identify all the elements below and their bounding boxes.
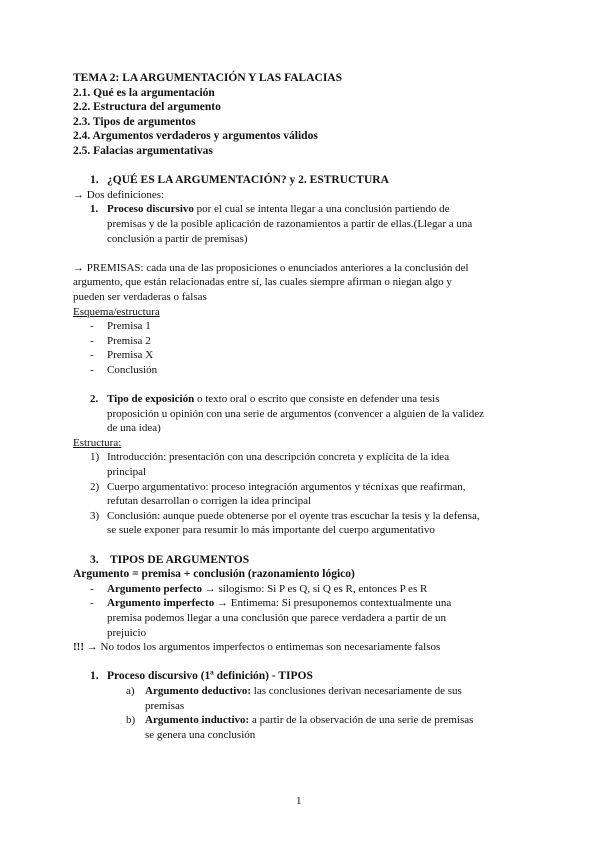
text: Premisa 2: [107, 334, 151, 347]
list-number: 1.: [90, 203, 99, 216]
list-number: 1.: [90, 670, 99, 683]
text: Introducción: presentación con una descripción concreta y explícita de la idea: [107, 451, 450, 464]
doc-title: TEMA 2: LA ARGUMENTACIÓN Y LAS FALACIAS: [73, 72, 342, 84]
text: o texto oral o escrito que consiste en defender una tesis: [194, 393, 440, 406]
term: Argumento deductivo:: [145, 684, 252, 697]
text: → No todos los argumentos imperfectos o entimemas son necesariamente falsos: [84, 641, 441, 654]
term: Tipo de exposición: [107, 393, 195, 406]
list-letter: b): [126, 714, 136, 727]
toc-item: 2.1. Qué es la argumentación: [73, 86, 215, 99]
esquema-label: Esquema/estructura: [73, 305, 160, 318]
text-line: premisa podemos llegar a una conclusión que parece verdadera a partir de un: [107, 611, 447, 624]
tipos-heading: [73, 669, 543, 684]
list-item: [73, 582, 543, 597]
text: las conclusiones derivan necesariamente de sus: [251, 684, 462, 697]
text: → Entimema: Si presuponemos contextualmente una: [214, 597, 452, 610]
text: por el cual se intenta llegar a una conclusión partiendo de: [193, 203, 450, 216]
list-item: [73, 509, 543, 524]
dash-bullet: -: [90, 597, 94, 610]
list-item: [73, 684, 543, 699]
premisas-text: argumento, que están relacionadas entre sí, las cuales siempre afirman o niegan algo y: [73, 276, 452, 289]
text-line: refutan desarrollan o corrigen la idea principal: [107, 495, 312, 508]
term: Argumento imperfecto: [107, 597, 215, 610]
page-number: 1: [296, 795, 302, 807]
list-number: 2.: [90, 393, 99, 406]
list-item: [73, 450, 543, 465]
section-3-heading: [73, 553, 543, 568]
premisas-text: pueden ser verdaderas o falsas: [73, 290, 207, 303]
term: Proceso discursivo: [107, 203, 194, 216]
list-item: [73, 319, 543, 334]
section-number: 1.: [90, 174, 99, 187]
text: a partir de la observación de una serie de premisas: [249, 714, 474, 727]
toc-item: 2.2. Estructura del argumento: [73, 101, 221, 114]
list-item: [73, 334, 543, 349]
section-number: 3.: [90, 553, 99, 566]
toc-item: 2.3. Tipos de argumentos: [73, 115, 196, 128]
term: Argumento inductivo:: [145, 714, 250, 727]
list-item: [73, 596, 543, 611]
text: Premisa X: [107, 349, 154, 362]
premisas-text: → PREMISAS: cada una de las proposiciones o enunciados anteriores a la conclusión del: [73, 261, 469, 274]
document-page: [73, 71, 543, 742]
list-item: [73, 713, 543, 728]
note-marker: !!!: [73, 641, 84, 654]
term: Argumento perfecto: [107, 582, 202, 595]
note: [73, 640, 543, 655]
text-line: se genera una conclusión: [145, 728, 256, 741]
text-line: principal: [107, 466, 147, 479]
text-line: prejuicio: [107, 626, 147, 639]
formula: Argumento = premisa + conclusión (razonamiento lógico): [73, 568, 355, 581]
list-number: 1): [90, 451, 100, 464]
definition-1: [73, 202, 543, 217]
text-line: se suele exponer para resumir lo más importante del cuerpo argumentativo: [107, 524, 435, 537]
list-number: 3): [90, 509, 100, 522]
text: Cuerpo argumentativo: proceso integración argumentos y técnixas que reafirman,: [107, 480, 466, 493]
text: Conclusión: [107, 363, 158, 376]
toc-item: 2.4. Argumentos verdaderos y argumentos válidos: [73, 130, 318, 143]
list-number: 2): [90, 480, 100, 493]
text: Premisa 1: [107, 320, 151, 333]
section-1-heading: [73, 173, 543, 188]
toc-item: 2.5. Falacias argumentativas: [73, 144, 213, 157]
list-item: [73, 348, 543, 363]
dash-bullet: -: [90, 582, 94, 595]
section-title: TIPOS DE ARGUMENTOS: [110, 553, 250, 566]
dash-bullet: -: [90, 349, 94, 362]
list-letter: a): [126, 684, 135, 697]
dash-bullet: -: [90, 334, 94, 347]
dash-bullet: -: [90, 320, 94, 333]
text-line: premisas: [145, 699, 185, 712]
text-line: conclusión a partir de premisas): [107, 232, 248, 245]
text-line: de una idea): [107, 422, 161, 435]
text: Conclusión: aunque puede obtenerse por el oyente tras escuchar la tesis y la defensa,: [107, 509, 480, 522]
list-item: [73, 363, 543, 378]
dash-bullet: -: [90, 363, 94, 376]
text-line: premisas y de la posible aplicación de razonamientos a partir de ellas.(Llegar a una: [107, 217, 473, 230]
intro-line: → Dos definiciones:: [73, 188, 165, 201]
section-title: ¿QUÉ ES LA ARGUMENTACIÓN? y 2. ESTRUCTURA: [107, 174, 389, 187]
text: → silogismo: Si P es Q, si Q es R, entonces P es R: [202, 582, 428, 595]
definition-2: [73, 392, 543, 407]
estructura-label: Estructura:: [73, 436, 122, 449]
heading-text: Proceso discursivo (1ª definición) - TIPOS: [107, 670, 313, 683]
list-item: [73, 480, 543, 495]
text-line: proposición u opinión con una serie de argumentos (convencer a alguien de la validez: [107, 407, 485, 420]
